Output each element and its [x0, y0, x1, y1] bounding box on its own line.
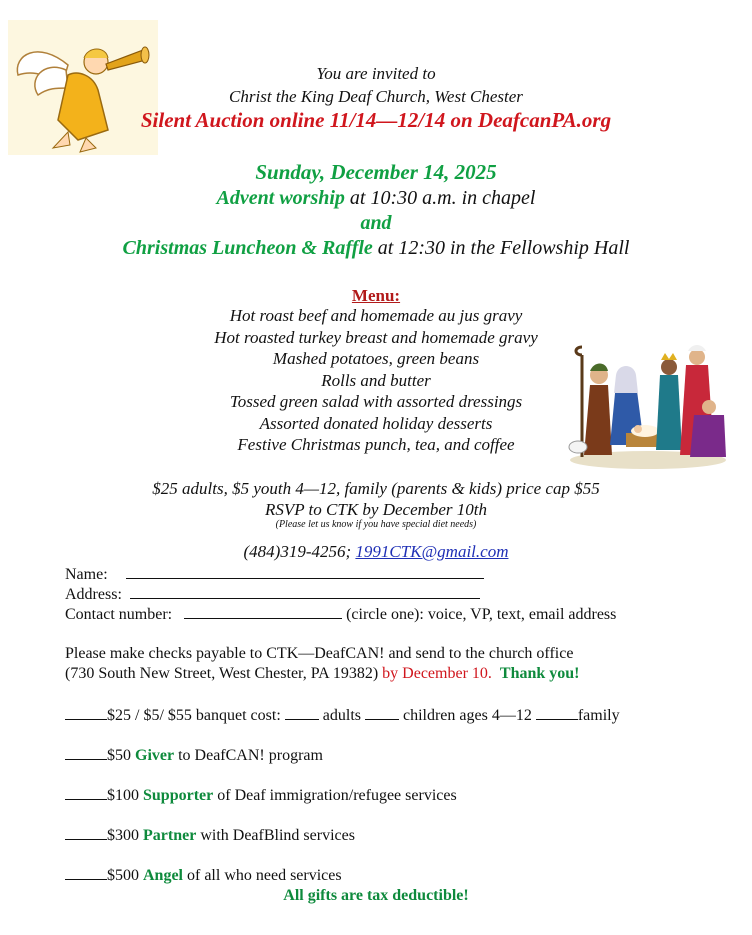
deadline: by December 10.	[382, 665, 492, 682]
gift-field[interactable]	[65, 825, 107, 840]
worship-title: Advent worship	[216, 187, 345, 209]
church-name: Christ the King Deaf Church, West Chester	[229, 87, 523, 106]
menu-item: Rolls and butter	[321, 371, 431, 390]
banquet-row	[65, 705, 620, 726]
luncheon-line	[0, 236, 752, 260]
gift-level: Angel	[143, 867, 183, 884]
gift-row	[65, 745, 323, 766]
contact-label: Contact number:	[65, 606, 173, 623]
banquet-text: $25 / $5/ $55 banquet cost:	[107, 707, 285, 724]
gift-desc: with DeafBlind services	[196, 827, 355, 844]
family-count-field[interactable]	[536, 705, 578, 720]
invite-line: You are invited to	[316, 64, 436, 83]
gift-amount: $100	[107, 787, 143, 804]
gift-amount: $50	[107, 747, 135, 764]
family-label: family	[577, 707, 620, 724]
gift-row	[65, 865, 342, 886]
address-field[interactable]	[130, 584, 480, 599]
gift-level: Giver	[135, 747, 175, 764]
name-label: Name:	[65, 566, 108, 583]
gift-desc: of Deaf immigration/refugee services	[213, 787, 457, 804]
luncheon-detail: at 12:30 in the Fellowship Hall	[372, 237, 630, 259]
address-line	[65, 664, 580, 684]
payment-line: Please make checks payable to CTK—DeafCAN! and send to the church office	[65, 645, 574, 662]
email-link[interactable]: 1991CTK@gmail.com	[355, 542, 509, 561]
menu-item: Hot roast beef and homemade au jus gravy	[229, 306, 523, 325]
menu-item: Hot roasted turkey breast and homemade gravy	[214, 328, 538, 347]
nativity-scene-icon	[568, 345, 728, 470]
banquet-amount-field[interactable]	[65, 705, 107, 720]
gift-field[interactable]	[65, 785, 107, 800]
and-line: and	[360, 212, 392, 234]
address-label: Address:	[65, 586, 122, 603]
children-label: children ages 4—12	[398, 707, 536, 724]
event-date: Sunday, December 14, 2025	[255, 160, 497, 184]
menu-item: Assorted donated holiday desserts	[259, 414, 493, 433]
contact-options: (circle one): voice, VP, text, email address	[346, 606, 617, 623]
rsvp-line: RSVP to CTK by December 10th	[264, 500, 488, 519]
luncheon-title: Christmas Luncheon & Raffle	[122, 237, 373, 259]
auction-line: Silent Auction online 11/14—12/14 on DeafcanPA.org	[140, 108, 612, 132]
gift-row	[65, 825, 355, 846]
name-field[interactable]	[126, 564, 484, 579]
phone-number: (484)319-4256;	[243, 542, 356, 561]
contact-number-field[interactable]	[184, 604, 342, 619]
gift-amount: $300	[107, 827, 143, 844]
adults-count-field[interactable]	[285, 705, 319, 720]
gift-desc: of all who need services	[183, 867, 342, 884]
gift-desc: to DeafCAN! program	[174, 747, 323, 764]
address-row	[65, 584, 480, 605]
church-address: (730 South New Street, West Chester, PA 19382)	[65, 665, 383, 682]
menu-title: Menu:	[351, 286, 401, 305]
diet-note: (Please let us know if you have special diet needs)	[275, 519, 477, 530]
thank-you: Thank you!	[499, 665, 580, 682]
menu-item: Mashed potatoes, green beans	[272, 349, 480, 368]
gift-level: Supporter	[143, 787, 214, 804]
worship-detail: at 10:30 a.m. in chapel	[344, 187, 536, 209]
gift-field[interactable]	[65, 745, 107, 760]
name-row	[65, 564, 484, 585]
price-line: $25 adults, $5 youth 4—12, family (parents & kids) price cap $55	[152, 479, 600, 498]
contact-row	[65, 604, 616, 625]
gift-amount: $500	[107, 867, 143, 884]
contact-line	[0, 541, 752, 563]
tax-deductible-note: All gifts are tax deductible!	[283, 887, 469, 904]
gift-field[interactable]	[65, 865, 107, 880]
worship-line	[0, 186, 752, 210]
children-count-field[interactable]	[365, 705, 399, 720]
gift-row	[65, 785, 457, 806]
adults-label: adults	[318, 707, 365, 724]
menu-item: Festive Christmas punch, tea, and coffee	[237, 435, 515, 454]
gift-level: Partner	[143, 827, 197, 844]
menu-item: Tossed green salad with assorted dressings	[229, 392, 523, 411]
